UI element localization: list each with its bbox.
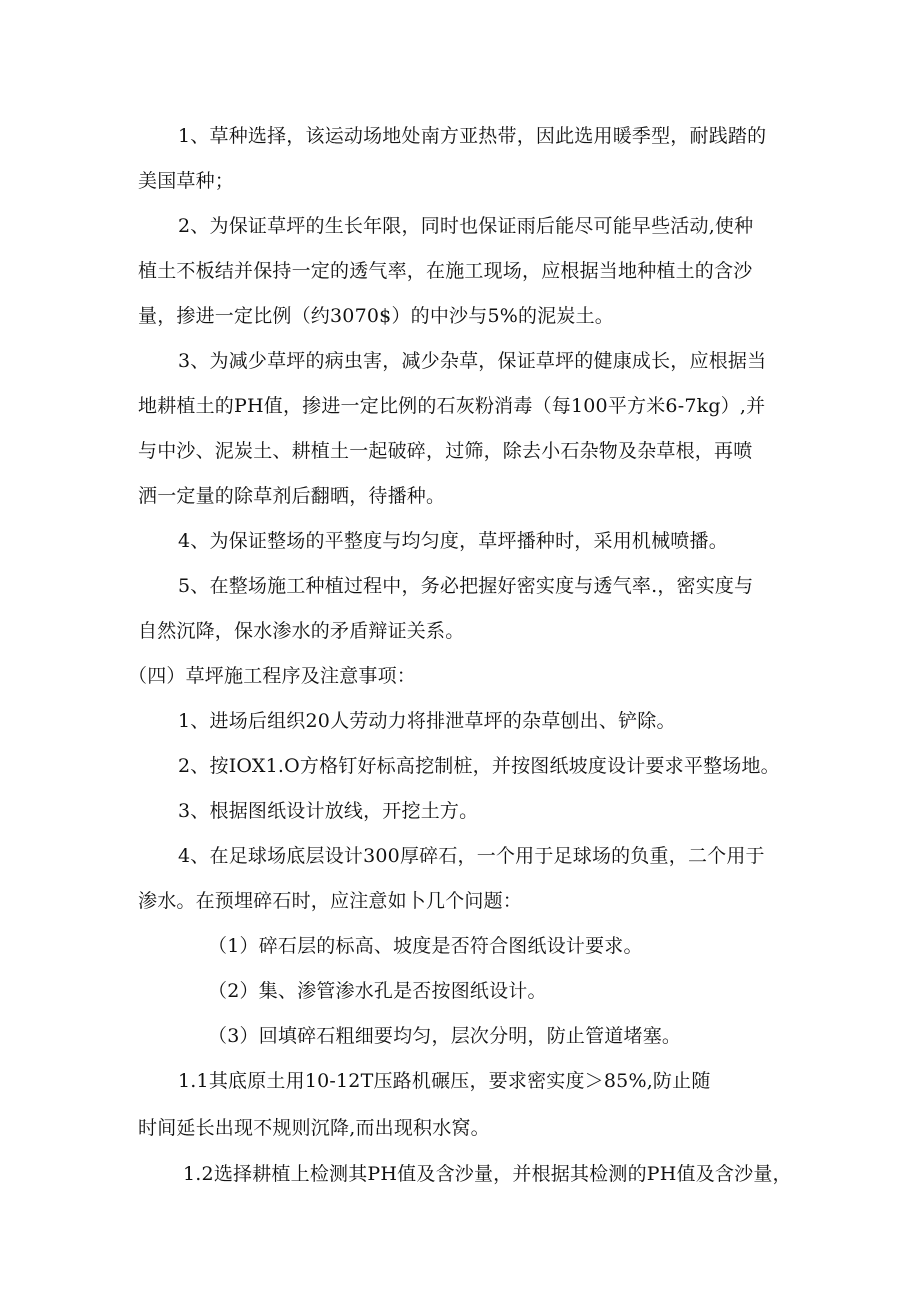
paragraph-3-line-3: 与中沙、泥炭土、耕植土一起破碎，过筛，除去小石杂物及杂草根，再喷	[138, 440, 753, 462]
paragraph-5-line-2: 自然沉降，保水渗水的矛盾辩证关系。	[138, 620, 465, 642]
clause-1-1-line-2: 时间延长出现不规则沉降,而出现积水窝。	[138, 1117, 490, 1139]
clause-1-1-line-1: 1.1其底原土用10-12T压路机碾压，要求密实度＞85%,防止随	[178, 1070, 711, 1092]
paragraph-3-line-4: 洒一定量的除草剂后翻晒，待播种。	[138, 485, 446, 507]
sub-item-2: （2）集、渗管渗水孔是否按图纸设计。	[208, 980, 547, 1002]
paragraph-2-line-1: 2、为保证草坪的生长年限，同时也保证雨后能尽可能早些活动,使种	[178, 215, 754, 237]
step-1: 1、进场后组织20人劳动力将排泄草坪的杂草刨出、铲除。	[178, 710, 676, 732]
step-4-line-1: 4、在足球场底层设计300厚碎石，一个用于足球场的负重，二个用于	[178, 845, 765, 867]
sub-item-1: （1）碎石层的标高、坡度是否符合图纸设计要求。	[208, 935, 643, 957]
section-heading: （四）草坪施工程序及注意事项：	[128, 665, 417, 687]
paragraph-2-line-3: 量，掺进一定比例（约3070$）的中沙与5%的泥炭土。	[138, 305, 614, 327]
paragraph-1-line-1: 1、草种选择，该运动场地处南方亚热带，因此选用暖季型，耐践踏的	[178, 125, 767, 147]
step-2: 2、按IOX1.O方格钉好标高挖制桩，并按图纸坡度设计要求平整场地。	[178, 755, 780, 777]
step-3: 3、根据图纸设计放线，开挖土方。	[178, 800, 479, 822]
sub-item-3: （3）回填碎石粗细要均匀，层次分明，防止管道堵塞。	[208, 1025, 682, 1047]
paragraph-4-line-1: 4、为保证整场的平整度与均匀度，草坪播种时，采用机械喷播。	[178, 530, 728, 552]
paragraph-1-line-2: 美国草种；	[138, 170, 235, 192]
step-4-line-2: 渗水。在预埋碎石时，应注意如卜几个问题：	[138, 890, 523, 912]
clause-1-2-line-1: 1.2选择耕植上检测其PH值及含沙量，并根据其检测的PH值及含沙量，	[183, 1163, 792, 1185]
paragraph-5-line-1: 5、在整场施工种植过程中，务必把握好密实度与透气率.，密实度与	[178, 575, 754, 597]
paragraph-3-line-2: 地耕植土的PH值，掺进一定比例的石灰粉消毒（每100平方米6-7kg）,并	[138, 395, 766, 417]
paragraph-3-line-1: 3、为减少草坪的病虫害，减少杂草，保证草坪的健康成长，应根据当	[178, 350, 767, 372]
paragraph-2-line-2: 植土不板结并保持一定的透气率，在施工现场，应根据当地种植土的含沙	[138, 260, 753, 282]
